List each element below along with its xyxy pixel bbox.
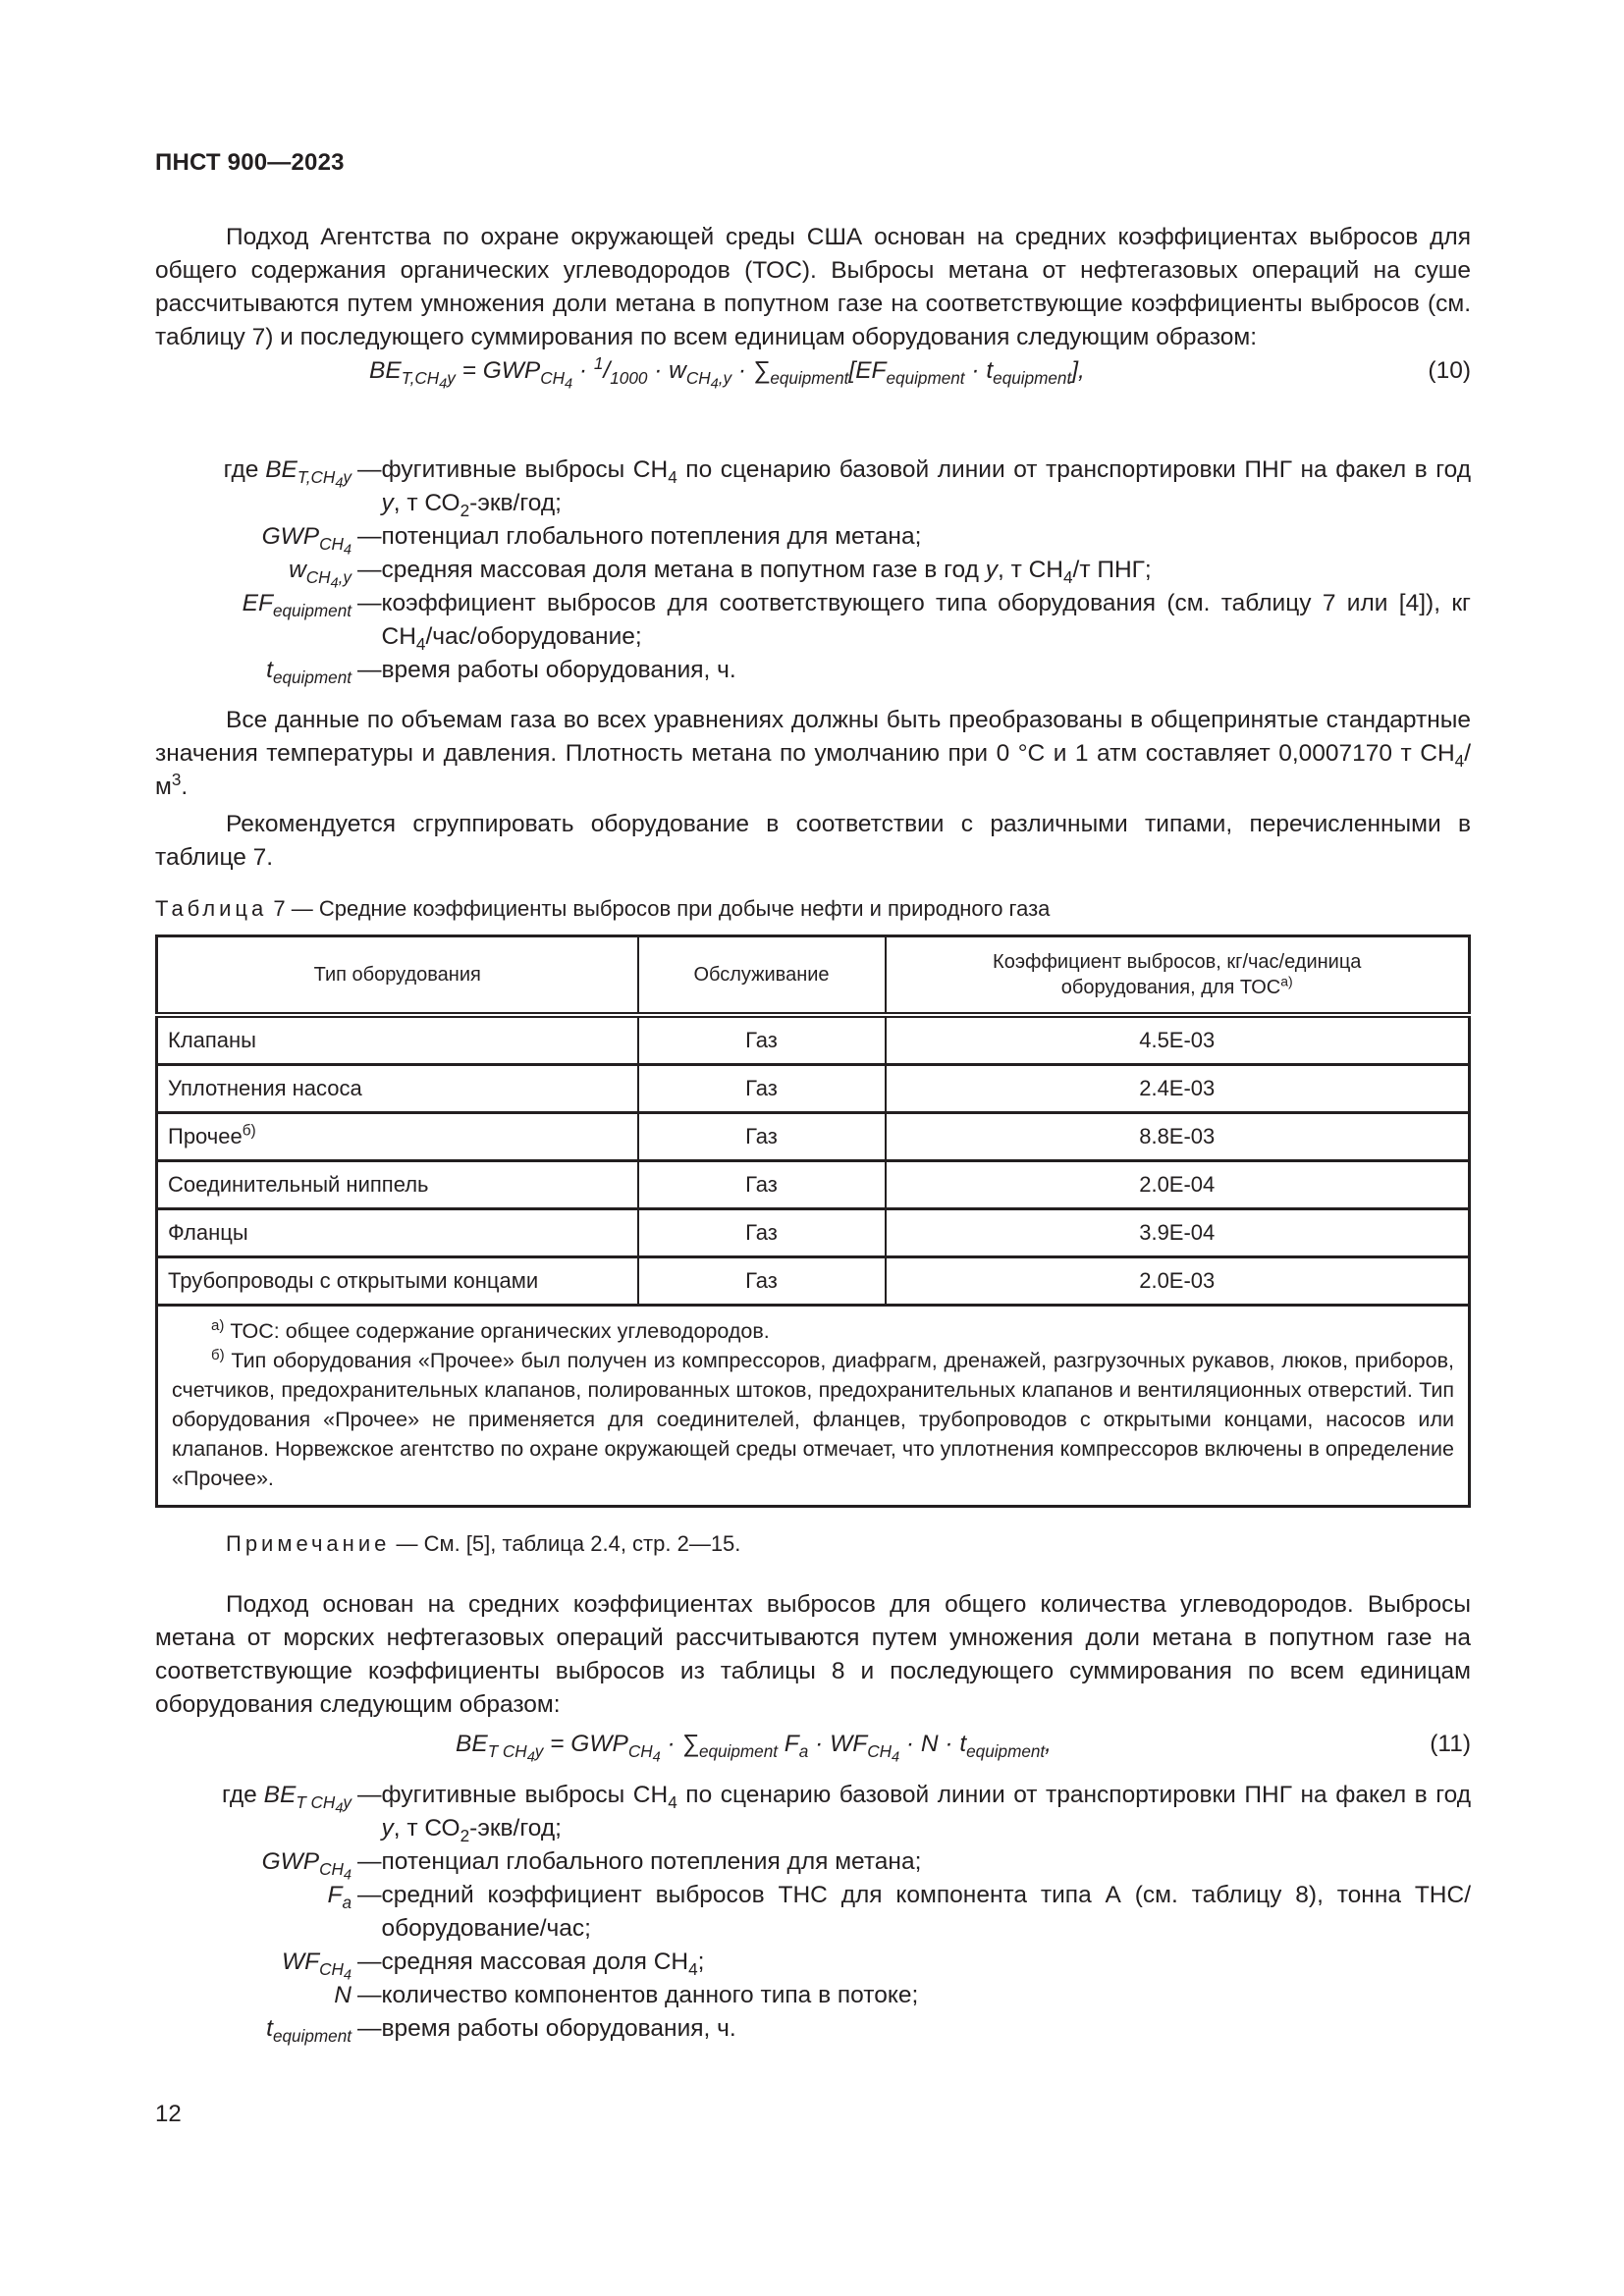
table-row bbox=[157, 1015, 1470, 1065]
conversion-section bbox=[155, 704, 1471, 926]
definition-text: средний коэффициент выбросов ТНС для компонента типа А (см. таблицу 8), тонна ТНС/оборудование/час; bbox=[381, 1882, 1471, 1942]
cell-service: Газ bbox=[638, 1161, 886, 1209]
definition-symbol: $w_{CH_4,y}$ bbox=[289, 557, 352, 592]
cell-service: Газ bbox=[638, 1209, 886, 1257]
column-header-emission-factor: Коэффициент выбросов, кг/час/единица оборудования, для $ТОС^{а)}$ bbox=[993, 951, 1362, 998]
definition-row: $t_{equipment}$ — время работы оборудования, ч. bbox=[155, 2012, 1471, 2046]
footnote-a: $^{а)}$ ТОС: общее содержание органических углеводородов. bbox=[211, 1316, 770, 1343]
definition-row: $F_a$ — средний коэффициент выбросов ТНС для компонента типа А (см. таблицу 8), тонна ТНС/оборудование/час; bbox=[155, 1879, 1471, 1946]
paragraph-grouping: Рекомендуется сгруппировать оборудование в соответствии с различными типами, перечисленными в таблице 7. bbox=[155, 811, 1471, 871]
cell-equipment-type: Клапаны bbox=[157, 1015, 638, 1065]
definition-row: $GWP_{CH_4}$ — потенциал глобального потепления для метана; bbox=[155, 520, 1471, 554]
cell-emission-factor: 3.9E-04 bbox=[886, 1209, 1470, 1257]
definition-text: средняя массовая доля $СН_4$; bbox=[381, 1949, 705, 1979]
table-row bbox=[157, 1161, 1470, 1209]
definition-row: $WF_{CH_4}$ — средняя массовая доля $СН_4$; bbox=[155, 1946, 1471, 1979]
formula-10-expression: $BE_{T,CH_4y} = GWP_{CH_4} \cdot ^1/_{1000} \cdot w_{CH_4,y} \cdot \sum_{equipment}[EF_{equipment} \cdot t_{equipment}]$, bbox=[369, 352, 1085, 393]
formula-11 bbox=[155, 1728, 1471, 1767]
definition-row: где $BE_{T CH_4y}$ — фугитивные выбросы $СН_4$ по сценарию базовой линии от транспортировки ПНГ на факел в год y, т $СО_2-экв$/год; bbox=[155, 1779, 1471, 1845]
cell-emission-factor: 2.0E-04 bbox=[886, 1161, 1470, 1209]
definition-symbol: $EF_{equipment}$ bbox=[242, 590, 352, 620]
table-row bbox=[157, 1113, 1470, 1161]
definition-row: N — количество компонентов данного типа в потоке; bbox=[155, 1979, 1471, 2012]
table-footnotes bbox=[157, 1306, 1470, 1507]
offshore-section bbox=[155, 1527, 1471, 1767]
page-number: 12 bbox=[155, 2101, 182, 2127]
definition-row: где $BE_{T,CH_4y}$ — фугитивные выбросы $СН_4$ по сценарию базовой линии от транспортировки ПНГ на факел в год y, т $СО_2-экв$/год; bbox=[155, 454, 1471, 520]
definition-row: $t_{equipment}$ — время работы оборудования, ч. bbox=[155, 654, 1471, 687]
formula-10-number: (10) bbox=[1428, 357, 1471, 384]
definition-row: $w_{CH_4,y}$ — средняя массовая доля метана в попутном газе в год y, т $СН_4/т$ ПНГ; bbox=[155, 554, 1471, 587]
formula-10-definitions bbox=[155, 454, 1471, 687]
definition-text: количество компонентов данного типа в потоке; bbox=[381, 1982, 919, 2008]
document-id-header: ПНСТ 900—2023 bbox=[155, 149, 345, 176]
table-row bbox=[157, 1209, 1470, 1257]
cell-service: Газ bbox=[638, 1015, 886, 1065]
formula-11-expression: $BE_{T CH_4y} = GWP_{CH_4} \cdot \sum_{equipment}$ $F_a \cdot WF_{CH_4} \cdot N \cdot t_{equipment}$, bbox=[456, 1731, 1052, 1766]
definition-row: $GWP_{CH_4}$ — потенциал глобального потепления для метана; bbox=[155, 1845, 1471, 1879]
table-row bbox=[157, 1065, 1470, 1113]
paragraph-epa-approach: Подход Агентства по охране окружающей среды США основан на средних коэффициентах выбросов для общего содержания органических углеводородов (ТОС). Выбросы метана от нефтегазовых операций на суше рассчитываются путем умножения доли метана в попутном газе на соответствующие коэффициенты выбросов (см. таблицу 7) и последующего суммирования по всем единицам оборудования следующим образом: bbox=[155, 224, 1471, 350]
definition-text: фугитивные выбросы $СН_4$ по сценарию базовой линии от транспортировки ПНГ на факел в год y, т $СО_2-экв$/год; bbox=[381, 1782, 1472, 1845]
cell-service: Газ bbox=[638, 1065, 886, 1113]
cell-equipment-type: Уплотнения насоса bbox=[157, 1065, 638, 1113]
column-header-service: Обслуживание bbox=[638, 936, 886, 1016]
column-header-equipment-type: Тип оборудования bbox=[157, 936, 638, 1016]
cell-emission-factor: 8.8E-03 bbox=[886, 1113, 1470, 1161]
paragraph-gas-conversion: Все данные по объемам газа во всех уравнениях должны быть преобразованы в общепринятые стандартные значения температуры и давления. Плотность метана по умолчанию при 0 °С и 1 атм составляет 0,0007170 т $СН_4/м^3$. bbox=[155, 707, 1471, 800]
definition-symbol: N bbox=[334, 1982, 352, 2008]
definition-text: коэффициент выбросов для соответствующего типа оборудования (см. таблицу 7 или [4]), кг $СН_4/час$/оборудование; bbox=[381, 590, 1471, 654]
table-header-row bbox=[157, 936, 1470, 1016]
cell-emission-factor: 2.4E-03 bbox=[886, 1065, 1470, 1113]
definition-symbol: $t_{equipment}$ bbox=[266, 2015, 352, 2046]
definition-text: потенциал глобального потепления для метана; bbox=[381, 523, 922, 550]
formula-11-definitions bbox=[155, 1779, 1471, 2046]
cell-emission-factor: 2.0E-03 bbox=[886, 1257, 1470, 1306]
definition-symbol: $GWP_{CH_4}$ bbox=[261, 1848, 352, 1884]
intro-section bbox=[155, 221, 1471, 394]
definition-symbol: $F_a$ bbox=[327, 1882, 352, 1912]
footnote-b: $^{б)}$ Тип оборудования «Прочее» был получен из компрессоров, диафрагм, дренажей, разгрузочных рукавов, люков, приборов, счетчиков, предохранительных клапанов, полированных штоков, предохранительных клапанов и вентиляционных отверстий. Тип оборудования «Прочее» не применяется для соединителей, фланцев, трубопроводов с открытыми концами, насосов или клапанов. Норвежское агентство по охране окружающей среды отмечает, что уплотнения компрессоров включены в определение «Прочее». bbox=[172, 1346, 1454, 1490]
cell-equipment-type: Прочее$^{б)}$ bbox=[157, 1113, 638, 1161]
definition-symbol: $t_{equipment}$ bbox=[266, 657, 352, 687]
definition-text: время работы оборудования, ч. bbox=[381, 657, 736, 683]
cell-equipment-type: Соединительный ниппель bbox=[157, 1161, 638, 1209]
table-7-caption: Таблица 7 — Средние коэффициенты выбросов при добыче нефти и природного газа bbox=[155, 896, 1051, 921]
table-note: Примечание — См. [5], таблица 2.4, стр. 2—15. bbox=[226, 1531, 741, 1556]
table-7-emission-factors bbox=[155, 934, 1471, 1508]
table-row bbox=[157, 1257, 1470, 1306]
table-footnotes-row bbox=[157, 1306, 1470, 1507]
formula-10 bbox=[155, 354, 1471, 394]
cell-service: Газ bbox=[638, 1113, 886, 1161]
paragraph-offshore-approach: Подход основан на средних коэффициентах выбросов для общего количества углеводородов. Выбросы метана от морских нефтегазовых операций рассчитываются путем умножения доли метана в попутном газе на соответствующие коэффициенты выбросов из таблицы 8 и последующего суммирования по всем единицам оборудования следующим образом: bbox=[155, 1591, 1471, 1718]
definition-row: $EF_{equipment}$ — коэффициент выбросов для соответствующего типа оборудования (см. таблицу 7 или [4]), кг $СН_4/час$/оборудование; bbox=[155, 587, 1471, 654]
cell-equipment-type: Фланцы bbox=[157, 1209, 638, 1257]
definition-symbol: где $BE_{T,CH_4y}$ bbox=[223, 456, 352, 492]
definition-symbol: где $BE_{T CH_4y}$ bbox=[222, 1782, 352, 1817]
definition-symbol: $WF_{CH_4}$ bbox=[282, 1949, 352, 1984]
definition-text: фугитивные выбросы $СН_4$ по сценарию базовой линии от транспортировки ПНГ на факел в год y, т $СО_2-экв$/год; bbox=[381, 456, 1472, 520]
cell-emission-factor: 4.5E-03 bbox=[886, 1015, 1470, 1065]
cell-equipment-type: Трубопроводы с открытыми концами bbox=[157, 1257, 638, 1306]
definition-text: время работы оборудования, ч. bbox=[381, 2015, 736, 2042]
formula-11-number: (11) bbox=[1430, 1731, 1471, 1757]
definition-text: средняя массовая доля метана в попутном газе в год y, т $СН_4/т$ ПНГ; bbox=[381, 557, 1152, 587]
cell-service: Газ bbox=[638, 1257, 886, 1306]
definition-symbol: $GWP_{CH_4}$ bbox=[261, 523, 352, 559]
definition-text: потенциал глобального потепления для метана; bbox=[381, 1848, 922, 1875]
